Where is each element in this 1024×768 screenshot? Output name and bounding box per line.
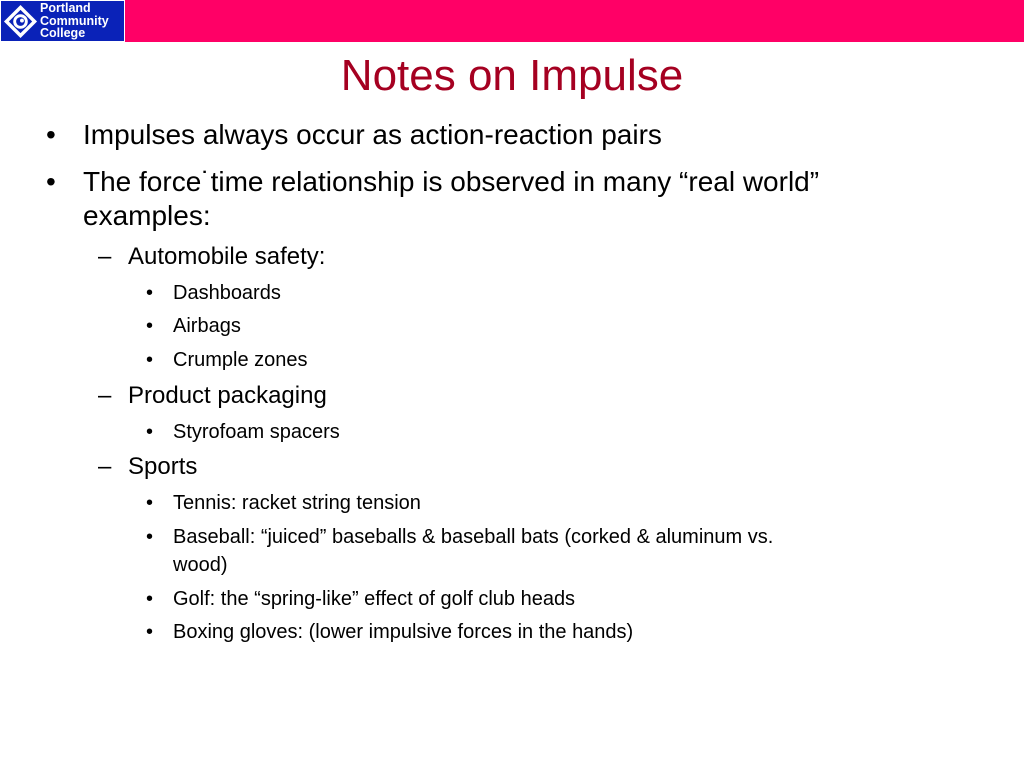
bullet-force-time-cont: examples: <box>83 200 211 231</box>
bullet-marker: • <box>146 492 154 514</box>
bullet-force-time: The force˙time relationship is observed in many “real world” <box>83 166 820 197</box>
subsubitem-dashboards: Dashboards <box>173 282 281 304</box>
dash-marker: – <box>98 243 112 270</box>
subsubitem-tennis: Tennis: racket string tension <box>173 492 421 514</box>
bullet-marker: • <box>146 315 154 337</box>
logo-line-1: Portland <box>40 1 91 15</box>
bullet-marker: • <box>146 421 154 443</box>
subsubitem-crumple-zones: Crumple zones <box>173 349 308 371</box>
logo-line-2: Community <box>40 13 109 28</box>
subitem-sports: Sports <box>128 453 198 480</box>
subsubitem-golf: Golf: the “spring-like” effect of golf club heads <box>173 588 576 610</box>
bullet-marker: • <box>46 166 56 197</box>
subsubitem-baseball: Baseball: “juiced” baseballs & baseball bats (corked & aluminum vs. <box>173 526 774 548</box>
bullet-marker: • <box>146 588 154 610</box>
subitem-automobile-safety: Automobile safety: <box>128 243 326 270</box>
bullet-marker: • <box>146 349 154 371</box>
subsubitem-baseball-cont: wood) <box>173 554 228 576</box>
subsubitem-styrofoam: Styrofoam spacers <box>173 421 340 443</box>
subsubitem-airbags: Airbags <box>173 315 241 337</box>
dash-marker: – <box>98 453 112 480</box>
bullet-marker: • <box>46 119 56 150</box>
subitem-product-packaging: Product packaging <box>128 382 327 409</box>
bullet-marker: • <box>146 282 154 304</box>
bullet-marker: • <box>146 621 154 643</box>
bullet-action-reaction: Impulses always occur as action-reaction pairs <box>83 119 662 150</box>
dash-marker: – <box>98 382 112 409</box>
slide-title: Notes on Impulse <box>340 51 684 100</box>
logo-line-3: College <box>40 26 86 40</box>
subsubitem-boxing: Boxing gloves: (lower impulsive forces in the hands) <box>173 621 634 643</box>
bullet-marker: • <box>146 526 154 548</box>
